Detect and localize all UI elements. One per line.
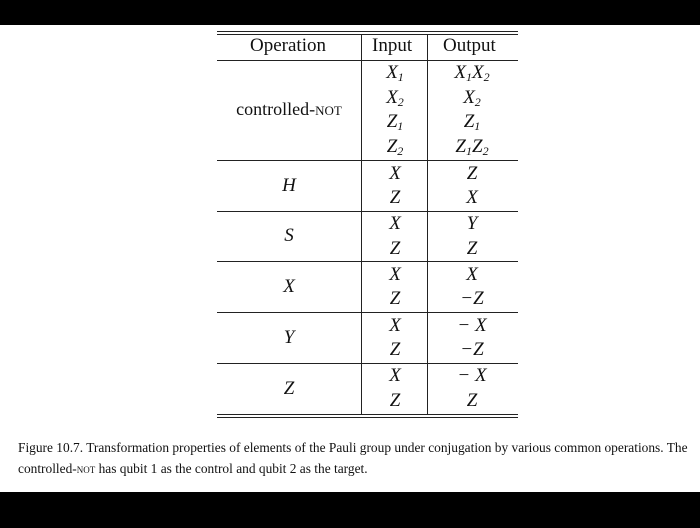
input-cell: $X_1$ (386, 62, 404, 84)
operation-controlled-not: controlled-not (236, 99, 342, 119)
output-cell: −Z (460, 288, 484, 309)
output-cell: $X_1X_2$ (454, 62, 490, 84)
input-cell: Z (389, 238, 401, 259)
output-cell: X (466, 187, 478, 208)
input-cell: Z (389, 288, 401, 309)
operation-y: Y (283, 326, 295, 348)
input-cell: X (389, 365, 401, 386)
output-cell: Z (466, 390, 478, 411)
output-cell: $Z_1Z_2$ (455, 136, 489, 158)
output-cell: Z (466, 238, 478, 259)
output-cell: −Z (460, 339, 484, 360)
document-page (0, 25, 700, 492)
input-cell: $Z_2$ (386, 136, 404, 158)
input-cell: Z (389, 390, 401, 411)
output-cell: $X_2$ (463, 87, 481, 109)
output-cell: − X (457, 365, 487, 386)
operation-x: X (283, 275, 295, 297)
header-operation: Operation (250, 35, 326, 56)
output-cell: $Z_1$ (463, 111, 481, 133)
input-cell: X (389, 264, 401, 285)
figure-caption: Figure 10.7. Transformation properties of elements of the Pauli group under conjugation by various common operations. The controlled-not has qubit 1 as the control and qubit 2 as the target. (18, 440, 688, 476)
input-cell: X (389, 213, 401, 234)
input-cell: Z (389, 339, 401, 360)
input-cell: $X_2$ (386, 87, 404, 109)
input-cell: X (389, 315, 401, 336)
header-output: Output (443, 35, 496, 56)
operation-h: H (282, 174, 296, 196)
operation-z: Z (283, 377, 295, 399)
output-cell: X (466, 264, 478, 285)
output-cell: Z (466, 163, 478, 184)
input-cell: Z (389, 187, 401, 208)
input-cell: $Z_1$ (386, 111, 404, 133)
output-cell: Y (466, 213, 478, 234)
output-cell: − X (457, 315, 487, 336)
header-input: Input (372, 35, 413, 56)
input-cell: X (389, 163, 401, 184)
operation-s: S (284, 225, 294, 246)
